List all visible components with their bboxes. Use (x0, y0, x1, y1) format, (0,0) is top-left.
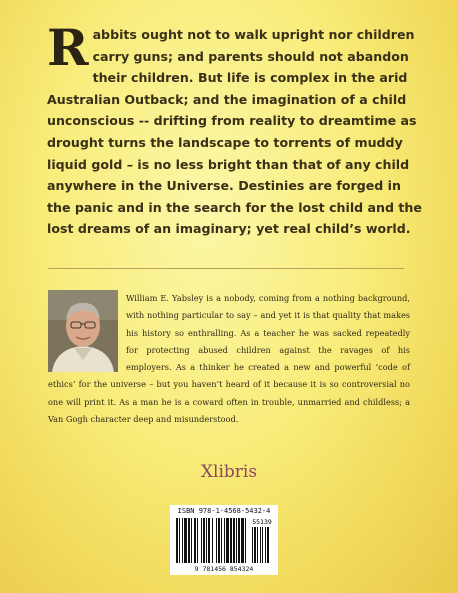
barcode-bar (216, 518, 217, 563)
barcode-addon-bar (257, 527, 258, 563)
barcode-addon-bar (254, 527, 256, 563)
barcode-bar (182, 518, 183, 563)
blurb-text: abbits ought not to walk upright nor children carry guns; and parents should not abandon their children. But life is complex in the arid Australian Outback; and the imagination of a child unconscious -- drifting from reality to dreamtime as drought turns the landscape to torrents of muddy liquid gold – is no less bright than that of any child anywhere in the Universe. Destinies are forged in the panic and in the search for the lost child and the lost dreams of an imaginary; yet real child’s world. (47, 27, 422, 237)
barcode-bar (236, 518, 237, 563)
barcode-bar (197, 518, 198, 563)
barcode-addon-bar (267, 527, 269, 563)
barcode-bar (218, 518, 220, 563)
barcode-addon-bar (262, 527, 263, 563)
barcode-bar (206, 518, 207, 563)
barcode-addon-bar (265, 527, 266, 563)
barcode-bar (194, 518, 196, 563)
barcode-bar (230, 518, 232, 563)
barcode-bar (212, 518, 213, 563)
ean-label: 9 781456 854324 (194, 565, 254, 573)
back-cover-blurb (47, 18, 423, 240)
barcode-bar (188, 518, 190, 563)
barcode-bar (203, 518, 205, 563)
barcode-bar (208, 518, 210, 563)
publisher-logo: Xlibris (200, 462, 258, 482)
barcode-bar (191, 518, 192, 563)
barcode-bar (238, 518, 240, 563)
barcode-bar (224, 518, 225, 563)
author-bio (48, 290, 410, 428)
barcode-bar (245, 518, 246, 563)
barcode-addon-bar (252, 527, 253, 563)
barcode-bar (184, 518, 187, 563)
divider-rule (48, 268, 404, 269)
barcode-bar (241, 518, 244, 563)
isbn-barcode (170, 505, 278, 575)
barcode-bar (176, 518, 178, 563)
barcode-bar (201, 518, 202, 563)
barcode-bar (179, 518, 180, 563)
barcode-bar (226, 518, 229, 563)
barcode-bar (233, 518, 235, 563)
barcode-addon-bar (260, 527, 261, 563)
barcode-bar (221, 518, 222, 563)
drop-cap: R (47, 18, 89, 77)
price-code: 55139 (252, 518, 272, 526)
bio-text: William E. Yabsley is a nobody, coming from a nothing background, with nothing particular to say – and yet it is that quality that makes his history so enthralling. As a teacher he was sacked repeatedly for protecting abused children against the ravages of his employers. As a thinker he created a new and powerful ‘code of ethics’ for the universe – but you haven’t heard of it because it is so controversial no one will print it. As a man he is a coward often in trouble, unmarried and childless; a Van Gogh character deep and misunderstood. (48, 293, 410, 425)
isbn-label: ISBN 978-1-4568-5432-4 (177, 507, 271, 515)
